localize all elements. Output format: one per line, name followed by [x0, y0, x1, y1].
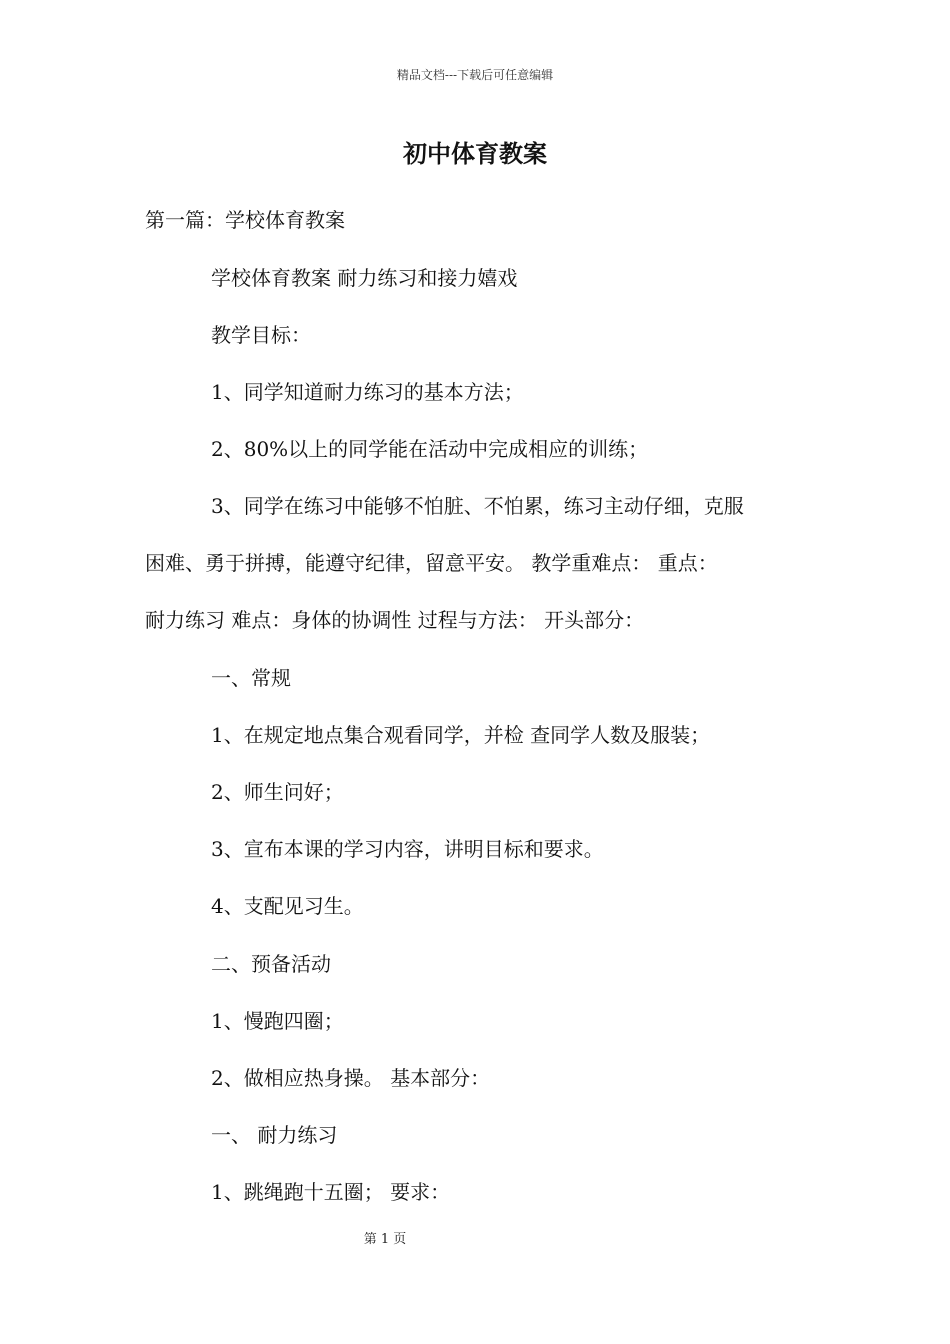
document-title: 初中体育教案 [403, 139, 547, 168]
paragraph: 教学目标： [211, 323, 311, 347]
paragraph: 2、师生问好； [211, 780, 344, 804]
paragraph: 3、同学在练习中能够不怕脏、不怕累，练习主动仔细，克服 [211, 494, 744, 518]
page-number: 第 1 页 [363, 1232, 407, 1247]
lesson-title: 学校体育教案 耐力练习和接力嬉戏 [211, 266, 518, 290]
paragraph: 3、宣布本课的学习内容，讲明目标和要求。 [211, 837, 604, 861]
paragraph: 4、支配见习生。 [211, 894, 364, 918]
paragraph: 1、慢跑四圈； [211, 1009, 344, 1033]
paragraph: 1、同学知道耐力练习的基本方法； [211, 380, 524, 404]
paragraph: 2、80%以上的同学能在活动中完成相应的训练； [211, 437, 649, 461]
paragraph: 1、在规定地点集合观看同学，并检 查同学人数及服装； [211, 723, 711, 747]
paragraph: 1、跳绳跑十五圈； 要求： [211, 1180, 451, 1204]
page-header-note: 精品文档---下载后可任意编辑 [396, 68, 554, 82]
paragraph: 耐力练习 难点：身体的协调性 过程与方法： 开头部分： [145, 608, 645, 632]
paragraph: 一、常规 [211, 666, 291, 690]
paragraph: 一、 耐力练习 [211, 1123, 338, 1147]
paragraph: 二、预备活动 [211, 952, 331, 976]
paragraph: 2、做相应热身操。 基本部分： [211, 1066, 491, 1090]
section-heading: 第一篇：学校体育教案 [145, 208, 345, 232]
paragraph: 困难、勇于拼搏，能遵守纪律，留意平安。 教学重难点： 重点： [145, 551, 718, 575]
